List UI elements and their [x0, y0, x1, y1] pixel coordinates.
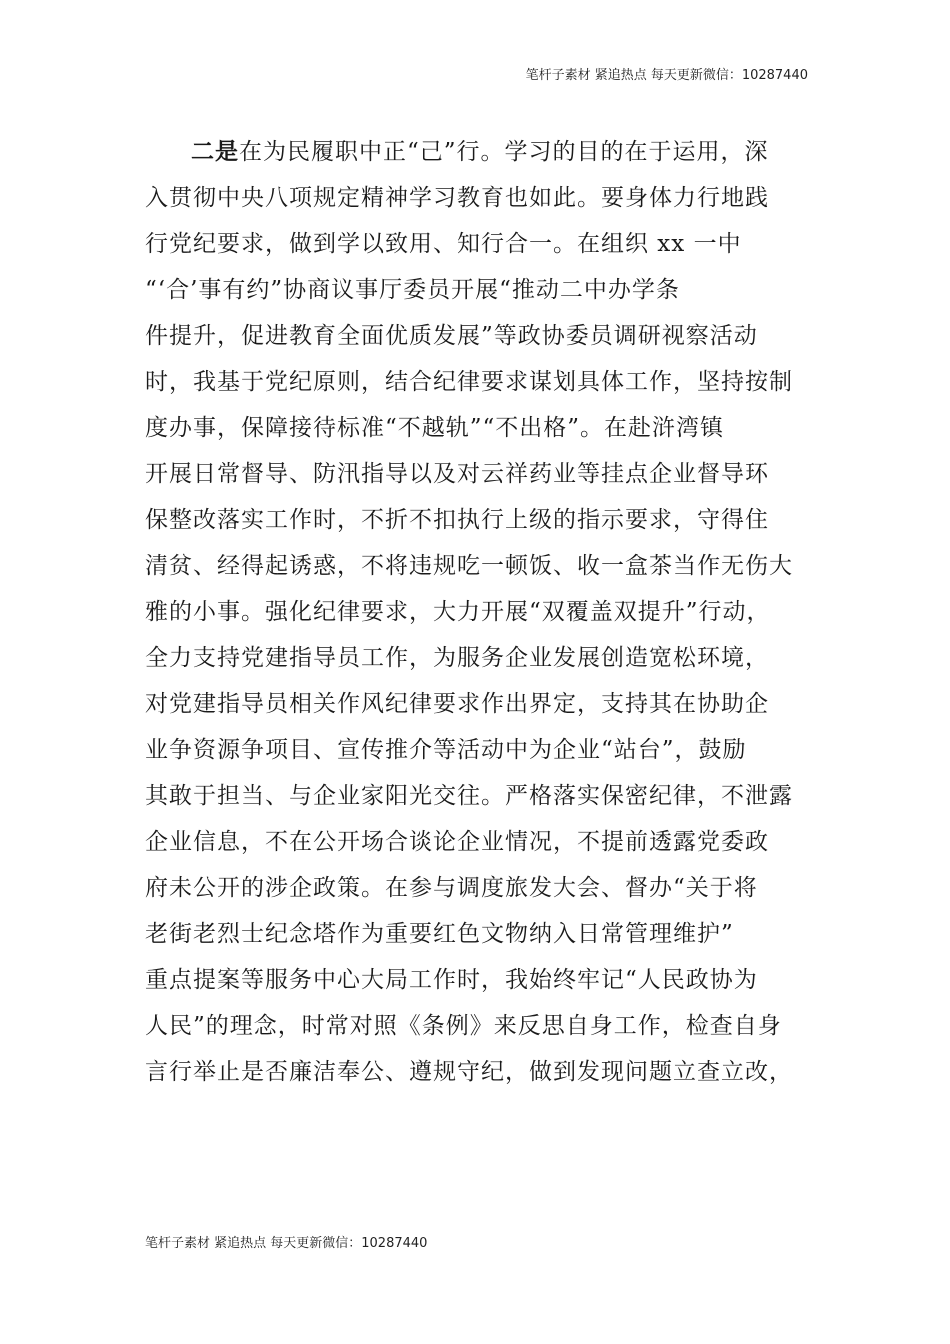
body-line-7: 度办事，保障接待标准“不越轨”“不出格”。在赴浒湾镇: [145, 415, 725, 441]
footer-watermark: 笔杆子素材 紧追热点 每天更新微信：10287440: [145, 1236, 428, 1251]
body-line-9: 保整改落实工作时，不折不扣执行上级的指示要求，守得住: [145, 507, 769, 533]
body-line-8: 开展日常督导、防汛指导以及对云祥药业等挂点企业督导环: [145, 461, 769, 487]
document-body: [145, 129, 815, 1095]
body-line-18: 老街老烈士纪念塔作为重要红色文物纳入日常管理维护”: [145, 921, 734, 947]
body-line-14: 业争资源争项目、宣传推介等活动中为企业“站台”，鼓励: [145, 737, 747, 763]
body-line-11: 雅的小事。强化纪律要求，大力开展“双覆盖双提升”行动，: [145, 599, 771, 625]
body-line-6: 时，我基于党纪原则，结合纪律要求谋划具体工作，坚持按制: [145, 369, 793, 395]
body-line-3: 行党纪要求，做到学以致用、知行合一。在组织 xx 一中: [145, 231, 742, 257]
body-line-15: 其敢于担当、与企业家阳光交往。严格落实保密纪律，不泄露: [145, 783, 793, 809]
body-line-5: 件提升，促进教育全面优质发展”等政协委员调研视察活动: [145, 323, 758, 349]
lead-phrase: 二是: [191, 139, 239, 165]
body-line-1: [145, 129, 815, 175]
body-line-4: “‘合’事有约”协商议事厅委员开展“推动二中办学条: [145, 277, 680, 303]
body-line-text: 在为民履职中正“己”行。学习的目的在于运用，深: [239, 139, 769, 165]
body-line-13: 对党建指导员相关作风纪律要求作出界定，支持其在协助企: [145, 691, 769, 717]
body-line-12: 全力支持党建指导员工作，为服务企业发展创造宽松环境，: [145, 645, 769, 671]
body-line-19: 重点提案等服务中心大局工作时，我始终牢记“人民政协为: [145, 967, 758, 993]
body-line-21: 言行举止是否廉洁奉公、遵规守纪，做到发现问题立查立改，: [145, 1059, 793, 1085]
body-line-20: 人民”的理念，时常对照《条例》来反思自身工作，检查自身: [145, 1013, 782, 1039]
body-line-10: 清贫、经得起诱惑，不将违规吃一顿饭、收一盒茶当作无伤大: [145, 553, 793, 579]
header-watermark: 笔杆子素材 紧追热点 每天更新微信：10287440: [525, 68, 808, 83]
body-line-17: 府未公开的涉企政策。在参与调度旅发大会、督办“关于将: [145, 875, 758, 901]
body-line-16: 企业信息，不在公开场合谈论企业情况，不提前透露党委政: [145, 829, 769, 855]
body-line-2: 入贯彻中央八项规定精神学习教育也如此。要身体力行地践: [145, 185, 769, 211]
